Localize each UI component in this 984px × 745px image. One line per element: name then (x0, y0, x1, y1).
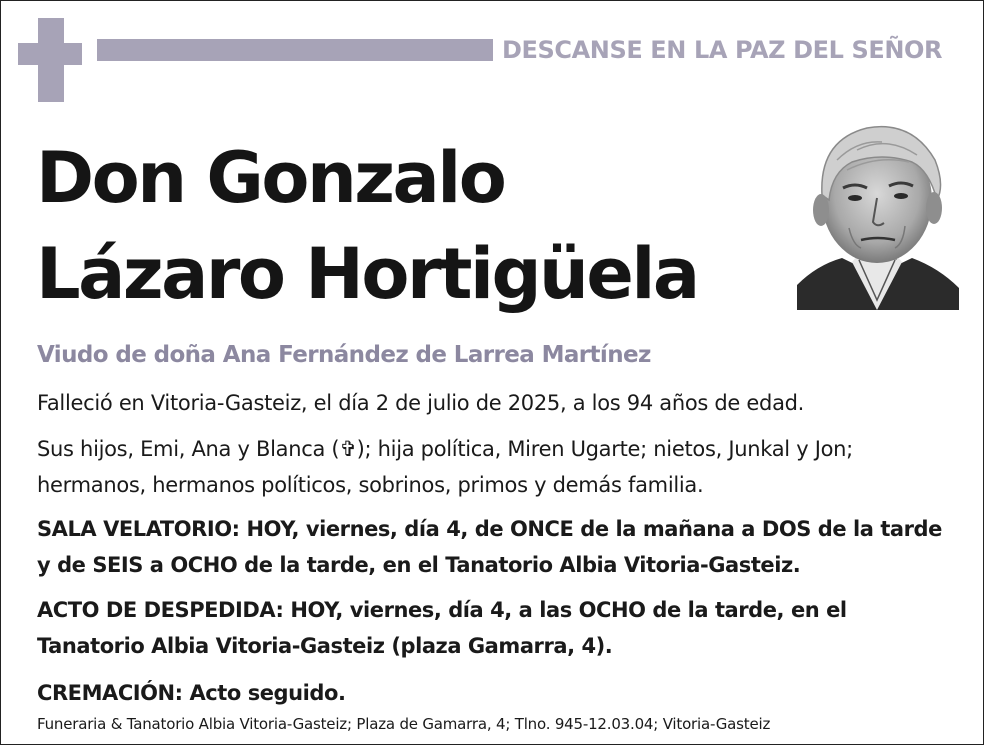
header-title: DESCANSE EN LA PAZ DEL SEÑOR (502, 36, 943, 64)
cross-symbol-icon: ✞ (339, 437, 357, 461)
deceased-name (36, 130, 756, 322)
name-line-2: Lázaro Hortigüela (36, 233, 698, 315)
family-text-start: Sus hijos, Emi, Ana y Blanca ( (37, 437, 340, 461)
widow-line: Viudo de doña Ana Fernández de Larrea Martínez (37, 342, 651, 368)
cross-icon-horizontal (18, 43, 82, 65)
portrait-icon (797, 100, 959, 310)
name-line-1: Don Gonzalo (36, 137, 505, 219)
cremation-info: CREMACIÓN: Acto seguido. (37, 681, 346, 705)
family-text-end: ); hija política, Miren Ugarte; nietos, Junkal y Jon; hermanos, hermanos políticos, sobrinos, primos y demás familia. (37, 437, 853, 497)
family-paragraph (37, 431, 957, 503)
funeral-home-footer: Funeraria & Tanatorio Albia Vitoria-Gasteiz; Plaza de Gamarra, 4; Tlno. 945-12.03.04; Vitoria-Gasteiz (37, 715, 771, 733)
header-bar (97, 39, 493, 61)
portrait-photo (797, 100, 959, 310)
death-notice: Falleció en Vitoria-Gasteiz, el día 2 de julio de 2025, a los 94 años de edad. (37, 391, 805, 415)
farewell-info: ACTO DE DESPEDIDA: HOY, viernes, día 4, a las OCHO de la tarde, en el Tanatorio Albia Vitoria-Gasteiz (plaza Gamarra, 4). (37, 598, 847, 658)
wake-info: SALA VELATORIO: HOY, viernes, día 4, de ONCE de la mañana a DOS de la tarde y de SEIS a OCHO de la tarde, en el Tanatorio Albia Vitoria-Gasteiz. (37, 517, 942, 577)
